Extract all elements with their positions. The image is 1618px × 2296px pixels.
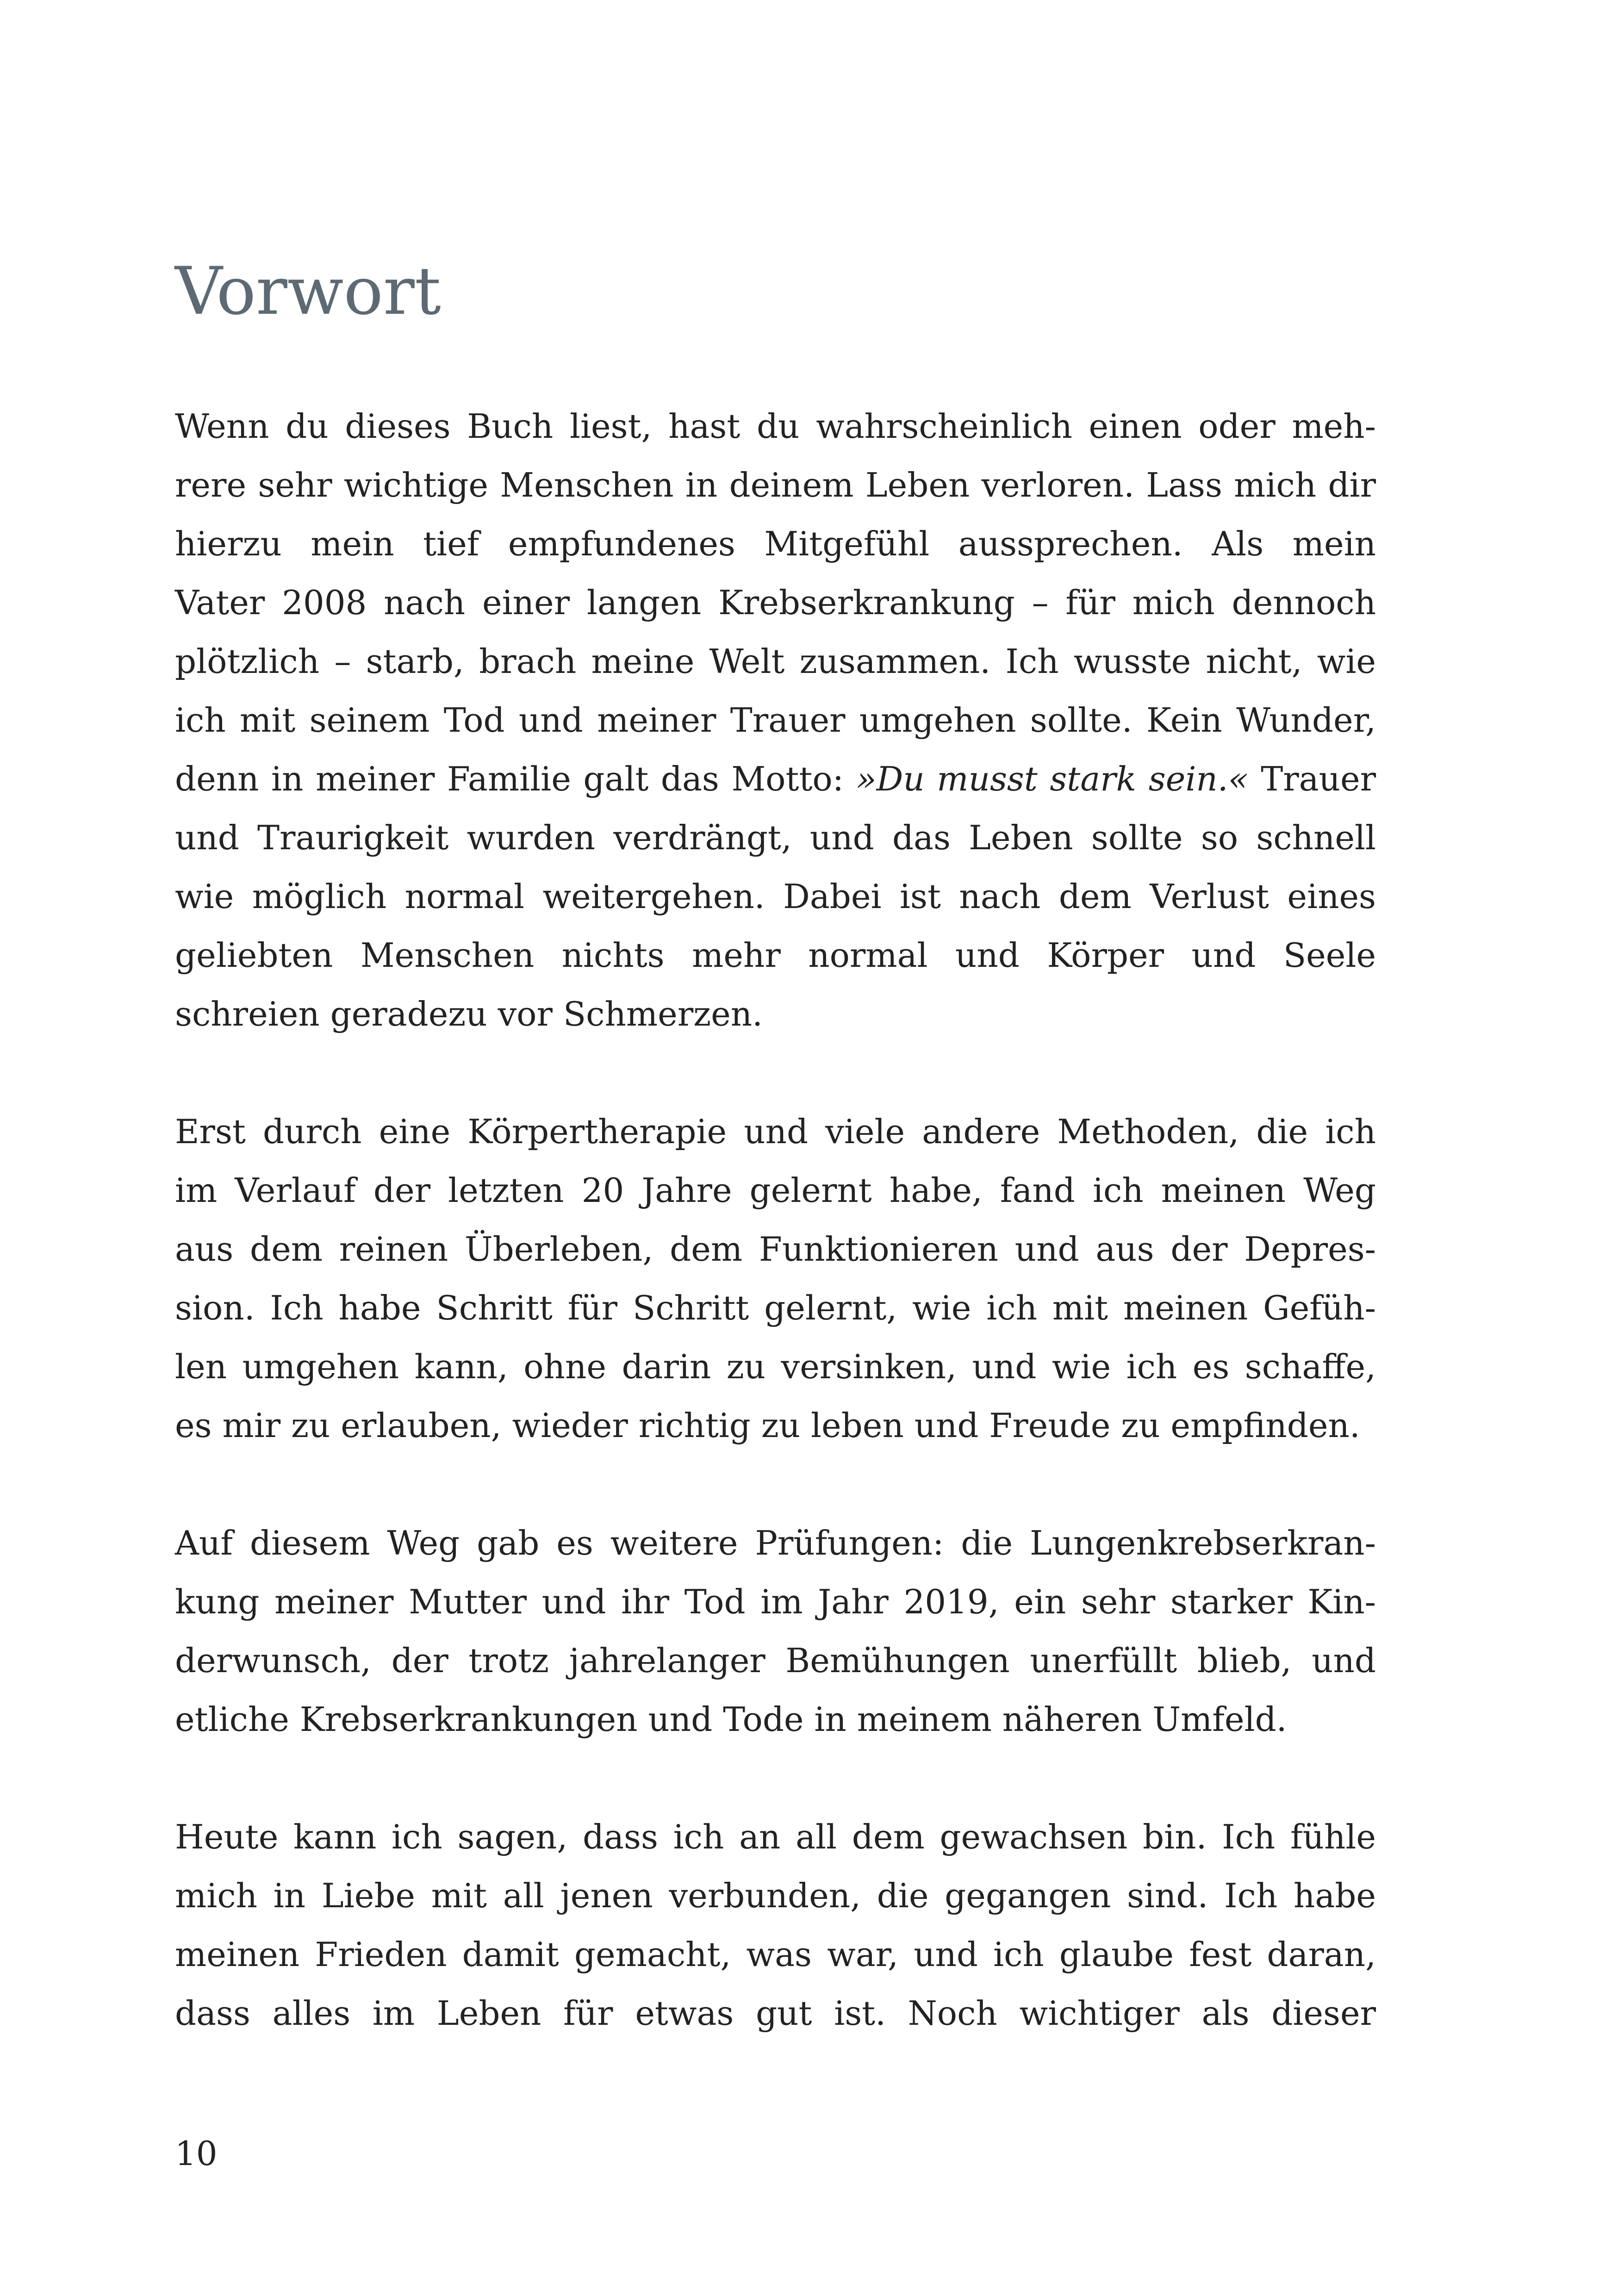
text-line: rere sehr wichtige Menschen in deinem Leben verloren. Lass mich dir — [175, 466, 1376, 504]
motto-lead-text: denn in meiner Familie galt das Motto: — [175, 759, 856, 798]
text-line: etliche Krebserkrankungen und Tode in meinem näheren Umfeld. — [175, 1700, 1287, 1739]
text-line: len umgehen kann, ohne darin zu versinken, und wie ich es schaffe, — [175, 1347, 1376, 1386]
paragraph-2 — [175, 1102, 1376, 1455]
page-number: 10 — [175, 2134, 218, 2173]
text-line: es mir zu erlauben, wieder richtig zu leben und Freude zu empfinden. — [175, 1406, 1360, 1445]
text-line: ich mit seinem Tod und meiner Trauer umgehen sollte. Kein Wunder, — [175, 701, 1376, 740]
body-text — [175, 397, 1376, 2102]
paragraph-4 — [175, 1808, 1376, 2043]
text-line: Vater 2008 nach einer langen Krebserkrankung – für mich dennoch — [175, 583, 1376, 622]
text-line: Erst durch eine Körpertherapie und viele andere Methoden, die ich — [175, 1112, 1376, 1151]
text-line: Heute kann ich sagen, dass ich an all dem gewachsen bin. Ich fühle — [175, 1817, 1376, 1856]
text-line: kung meiner Mutter und ihr Tod im Jahr 2019, ein sehr starker Kin- — [175, 1582, 1376, 1621]
text-line: dass alles im Leben für etwas gut ist. Noch wichtiger als dieser — [175, 1994, 1376, 2033]
text-line: im Verlauf der letzten 20 Jahre gelernt habe, fand ich meinen Weg — [175, 1171, 1376, 1210]
text-line: derwunsch, der trotz jahrelanger Bemühungen unerfüllt blieb, und — [175, 1641, 1376, 1680]
text-line: meinen Frieden damit gemacht, was war, und ich glaube fest daran, — [175, 1935, 1376, 1974]
text-line: schreien geradezu vor Schmerzen. — [175, 995, 763, 1033]
text-line: plötzlich – starb, brach meine Welt zusammen. Ich wusste nicht, wie — [175, 642, 1376, 681]
chapter-heading: Vorwort — [175, 253, 441, 330]
text-line: geliebten Menschen nichts mehr normal und Körper und Seele — [175, 936, 1376, 975]
text-line-with-motto — [175, 750, 1376, 809]
paragraph-3 — [175, 1514, 1376, 1749]
motto-trailing-text: Trauer — [1248, 759, 1376, 798]
text-line: mich in Liebe mit all jenen verbunden, die gegangen sind. Ich habe — [175, 1876, 1376, 1915]
motto-quote: »Du musst stark sein.« — [856, 759, 1249, 798]
text-line: Wenn du dieses Buch liest, hast du wahrscheinlich einen oder meh- — [175, 407, 1376, 446]
text-line: und Traurigkeit wurden verdrängt, und das Leben sollte so schnell — [175, 818, 1376, 857]
text-line: sion. Ich habe Schritt für Schritt gelernt, wie ich mit meinen Gefüh- — [175, 1288, 1376, 1327]
text-line: aus dem reinen Überleben, dem Funktionieren und aus der Depres- — [175, 1230, 1376, 1269]
paragraph-1 — [175, 397, 1376, 1044]
text-line: wie möglich normal weitergehen. Dabei ist nach dem Verlust eines — [175, 877, 1376, 916]
text-line: Auf diesem Weg gab es weitere Prüfungen: die Lungenkrebserkran- — [175, 1524, 1376, 1562]
text-line: hierzu mein tief empfundenes Mitgefühl aussprechen. Als mein — [175, 524, 1376, 563]
